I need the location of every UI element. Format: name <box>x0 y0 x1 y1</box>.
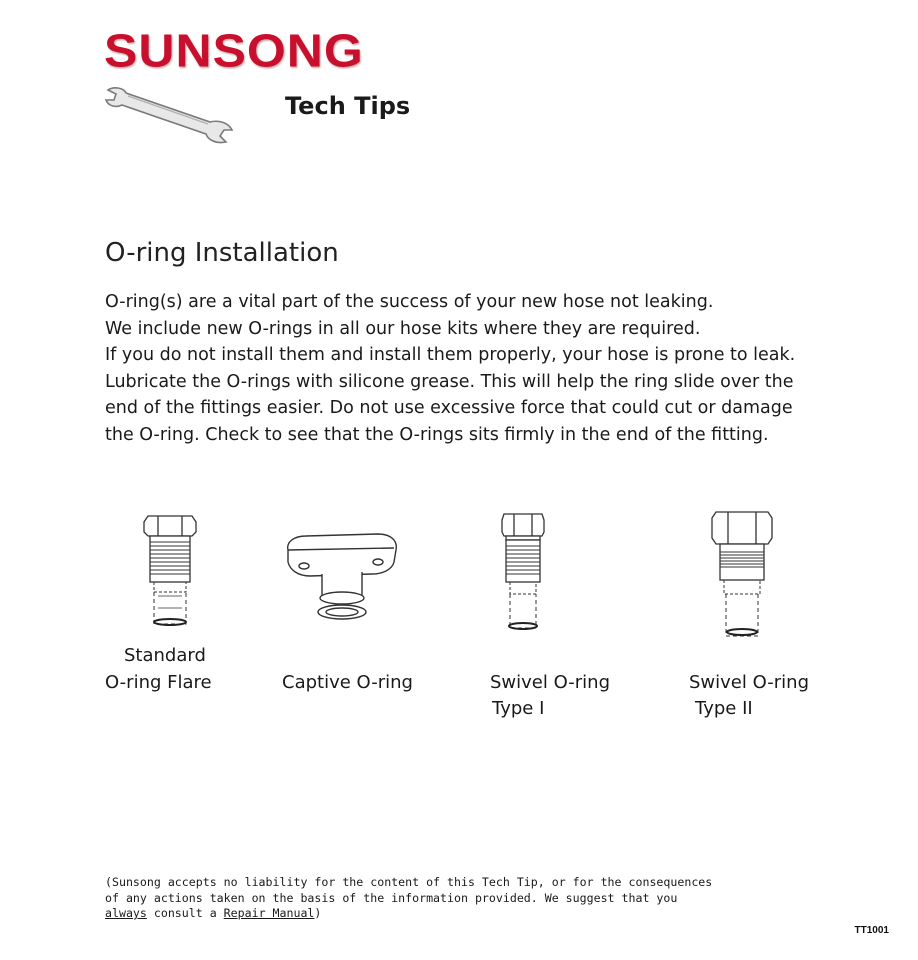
repair-manual-link[interactable]: Repair Manual <box>223 906 315 920</box>
document-code: TT1001 <box>854 925 889 936</box>
disclaimer-text: consult a <box>146 906 224 920</box>
disclaimer-line: (Sunsong accepts no liability for the content of this Tech Tip, or for the consequences <box>105 875 713 889</box>
standard-oring-flare-fitting-icon <box>130 512 210 634</box>
caption-captive: Captive O-ring <box>282 672 413 693</box>
paragraph: Lubricate the O-rings with silicone grease. This will help the ring slide over the end of the fittings easier. Do not use excessive force that could cut or damage the O-ring. Check to see that the O-rings sits firmly in the end of the fitting. <box>105 371 794 445</box>
sunsong-logo: SUNSONG <box>104 24 364 77</box>
caption-swivel-type-ii-line2: Type II <box>695 698 753 719</box>
paragraph: If you do not install them and install them properly, your hose is prone to leak. <box>105 345 796 365</box>
always-emphasis: always <box>105 906 147 920</box>
disclaimer-line <box>105 906 825 922</box>
paragraph: We include new O-rings in all our hose kits where they are required. <box>105 318 701 339</box>
disclaimer <box>105 875 825 922</box>
paragraph: O-ring(s) are a vital part of the success of your new hose not leaking. <box>105 292 714 312</box>
disclaimer-line: of any actions taken on the basis of the information provided. We suggest that you <box>105 890 678 905</box>
wrench-icon <box>104 84 238 146</box>
caption-swivel-type-ii-line1: Swivel O-ring <box>689 672 809 693</box>
caption-swivel-type-i-line1: Swivel O-ring <box>490 672 610 693</box>
caption-standard-line2: O-ring Flare <box>105 672 212 693</box>
caption-standard-line1: Standard <box>124 645 206 666</box>
swivel-oring-type-ii-fitting-icon <box>702 508 782 640</box>
captive-oring-fitting-icon <box>282 520 402 630</box>
tech-tips-title: Tech Tips <box>285 92 411 120</box>
disclaimer-text: ) <box>314 906 322 920</box>
swivel-oring-type-i-fitting-icon <box>488 510 558 634</box>
page-title: O-ring Installation <box>105 238 339 268</box>
caption-swivel-type-i-line2: Type I <box>492 698 545 719</box>
body-text <box>105 289 825 448</box>
